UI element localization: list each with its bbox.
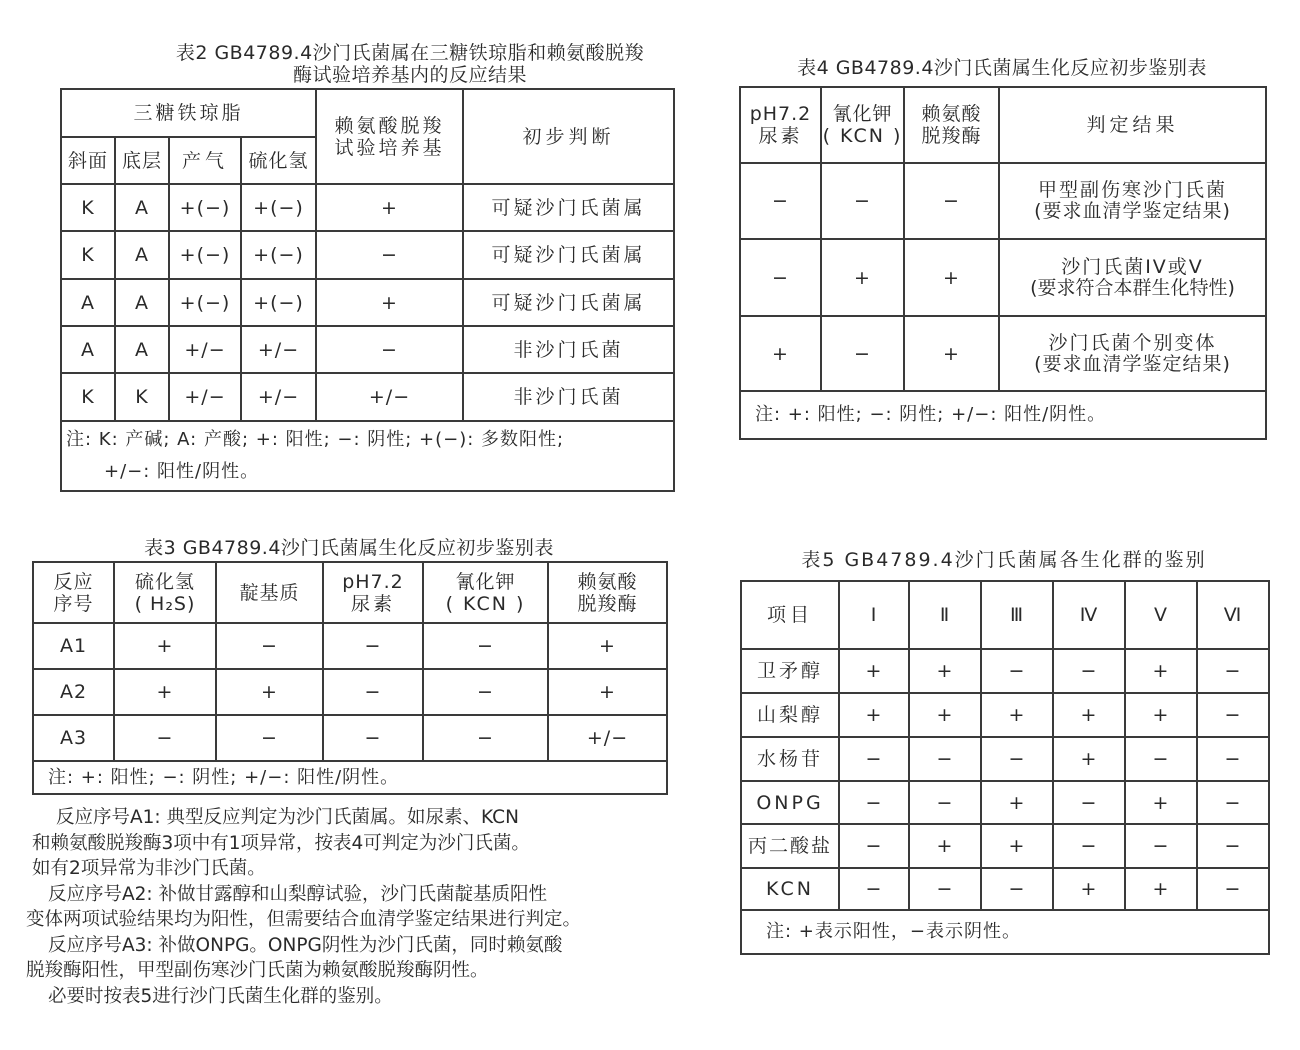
cell-result (999, 316, 1266, 391)
table3-header-kcn-line2: ( KCN ) (445, 592, 526, 615)
cell-value: + (909, 693, 981, 737)
cell-result-line2: (要求血清学鉴定结果) (1034, 352, 1231, 375)
table5-title: 表5 GB4789.4沙门氏菌属各生化群的鉴别 (801, 549, 1207, 571)
table2-subheader-slant: 斜面 (61, 137, 115, 184)
cell-lysine: +/− (548, 715, 667, 761)
table3-header-id-line2: 序号 (53, 592, 94, 615)
table2-title (100, 42, 720, 86)
cell-id: A2 (33, 669, 114, 715)
table-row (741, 737, 1269, 781)
table2-note (61, 421, 674, 491)
table-row (740, 163, 1266, 239)
cell-item: 卫矛醇 (741, 649, 839, 693)
table3-header-urea-line1: pH7.2 (342, 570, 404, 593)
table-row (33, 623, 667, 669)
table2-header-lysine-line1: 赖氨酸脱羧 (334, 114, 445, 137)
cell-value: − (1197, 824, 1269, 868)
cell-value: − (981, 737, 1053, 781)
table5-header-group-6: Ⅵ (1197, 581, 1269, 649)
cell-value: + (839, 649, 909, 693)
table5-note: 注: +表示阳性，−表示阴性。 (741, 910, 1269, 954)
explanation-text (26, 805, 706, 1009)
table3-header-h2s (114, 562, 216, 623)
paragraph-line: 如有2项异常为非沙门氏菌。 (32, 858, 266, 879)
cell-value: − (1197, 781, 1269, 824)
cell-slant: A (61, 326, 115, 373)
cell-result: 非沙门氏菌 (463, 373, 674, 421)
cell-gas: +/− (169, 373, 241, 421)
table2-note-line1: 注: K: 产碱; A: 产酸; +: 阳性; −: 阴性; +(−): 多数阳性; (66, 429, 565, 450)
cell-kcn: − (423, 669, 548, 715)
cell-result: 可疑沙门氏菌属 (463, 279, 674, 326)
cell-result (999, 239, 1266, 316)
table5-header-group-4: Ⅳ (1053, 581, 1125, 649)
table-row (740, 316, 1266, 391)
cell-urea: − (323, 623, 423, 669)
table4-header-kcn-line2: ( KCN ) (822, 125, 903, 147)
cell-value: + (1053, 693, 1125, 737)
cell-urea: − (740, 163, 821, 239)
table-row (741, 824, 1269, 868)
cell-slant: K (61, 373, 115, 421)
cell-slant: K (61, 184, 115, 231)
table3-note: 注: +: 阳性; −: 阴性; +/−: 阳性/阴性。 (33, 761, 667, 794)
table3-header-lysine-line2: 脱羧酶 (577, 592, 638, 615)
table2-header-judgement: 初步判断 (463, 89, 674, 184)
table3-header-lysine-line1: 赖氨酸 (577, 570, 638, 593)
cell-slant: K (61, 231, 115, 279)
table4-header-lysine (904, 87, 999, 163)
cell-value: − (1197, 868, 1269, 910)
table3-header-h2s-line1: 硫化氢 (134, 570, 195, 593)
table2-header-tsi: 三糖铁琼脂 (61, 89, 316, 137)
cell-value: + (981, 781, 1053, 824)
cell-value: + (1125, 649, 1197, 693)
cell-gas: +(−) (169, 279, 241, 326)
cell-h2s: + (114, 623, 216, 669)
paragraph-line: 反应序号A2: 补做甘露醇和山梨醇试验，沙门氏菌靛基质阳性 (48, 883, 548, 905)
table3-header-id (33, 562, 114, 623)
table4-header-urea (740, 87, 821, 163)
cell-lysine: − (904, 163, 999, 239)
table2-title-line1: 表2 GB4789.4沙门氏菌属在三糖铁琼脂和赖氨酸脱羧 (175, 42, 645, 64)
cell-butt: A (115, 279, 169, 326)
cell-value: − (839, 868, 909, 910)
cell-value: + (839, 693, 909, 737)
table2-subheader-butt: 底层 (115, 137, 169, 184)
table-row (61, 279, 674, 326)
table2-header-lysine-line2: 试验培养基 (334, 136, 445, 159)
table-row (33, 715, 667, 761)
cell-value: − (839, 737, 909, 781)
table5 (740, 580, 1270, 955)
cell-indole: − (216, 623, 323, 669)
table4-header-urea-line2: 尿素 (758, 125, 803, 147)
cell-value: − (1053, 781, 1125, 824)
table-row (61, 326, 674, 373)
cell-gas: +(−) (169, 184, 241, 231)
cell-result: 可疑沙门氏菌属 (463, 184, 674, 231)
cell-item: KCN (741, 868, 839, 910)
cell-lysine: + (316, 184, 463, 231)
table2-title-line2: 酶试验培养基内的反应结果 (292, 64, 527, 86)
cell-value: + (1125, 781, 1197, 824)
table4-header-kcn (821, 87, 904, 163)
paragraph-line: 反应序号A1: 典型反应判定为沙门氏菌属。如尿素、KCN (56, 807, 519, 828)
cell-kcn: − (423, 715, 548, 761)
cell-value: − (1197, 649, 1269, 693)
cell-item: ONPG (741, 781, 839, 824)
table-row (741, 781, 1269, 824)
cell-value: − (1197, 737, 1269, 781)
cell-h2s: +/− (241, 326, 316, 373)
cell-value: + (981, 693, 1053, 737)
cell-value: + (1125, 868, 1197, 910)
cell-id: A3 (33, 715, 114, 761)
table-row (741, 693, 1269, 737)
table3-header-h2s-line2: ( H₂S) (134, 592, 196, 615)
table-row (740, 239, 1266, 316)
paragraph-line: 变体两项试验结果均为阳性，但需要结合血清学鉴定结果进行判定。 (26, 909, 582, 930)
cell-lysine: +/− (316, 373, 463, 421)
cell-urea: − (323, 715, 423, 761)
table5-header-item: 项目 (741, 581, 839, 649)
cell-value: + (1053, 868, 1125, 910)
paragraph-line: 脱羧酶阳性，甲型副伤寒沙门氏菌为赖氨酸脱羧酶阴性。 (26, 960, 489, 981)
cell-value: − (1197, 693, 1269, 737)
table2 (60, 88, 675, 492)
cell-kcn: − (821, 316, 904, 391)
table4-note: 注: +: 阳性; −: 阴性; +/−: 阳性/阴性。 (740, 391, 1266, 439)
cell-gas: +(−) (169, 231, 241, 279)
cell-lysine: + (548, 623, 667, 669)
table3-header-indole: 靛基质 (216, 562, 323, 623)
cell-result-line1: 沙门氏菌IV或V (1061, 255, 1204, 278)
table2-header-lysine (316, 89, 463, 184)
table3-header-urea (323, 562, 423, 623)
cell-slant: A (61, 279, 115, 326)
table4 (739, 86, 1267, 440)
cell-item: 水杨苷 (741, 737, 839, 781)
cell-urea: − (323, 669, 423, 715)
cell-lysine: − (316, 326, 463, 373)
cell-value: − (1053, 824, 1125, 868)
table2-subheader-gas: 产气 (169, 137, 241, 184)
cell-h2s: +/− (241, 373, 316, 421)
table3-header-kcn (423, 562, 548, 623)
table5-header-group-2: Ⅱ (909, 581, 981, 649)
cell-value: − (909, 737, 981, 781)
cell-value: + (981, 824, 1053, 868)
cell-value: + (909, 649, 981, 693)
cell-value: + (909, 824, 981, 868)
table3-title: 表3 GB4789.4沙门氏菌属生化反应初步鉴别表 (144, 537, 554, 559)
table4-header-kcn-line1: 氰化钾 (832, 103, 893, 125)
table-row (741, 868, 1269, 910)
table-row (741, 649, 1269, 693)
paragraph-line: 必要时按表5进行沙门氏菌生化群的鉴别。 (48, 985, 393, 1007)
cell-h2s: +(−) (241, 184, 316, 231)
table5-header-group-3: Ⅲ (981, 581, 1053, 649)
cell-lysine: + (904, 239, 999, 316)
cell-result-line1: 甲型副伤寒沙门氏菌 (1037, 179, 1227, 201)
table-row (61, 231, 674, 279)
table4-header-lysine-line1: 赖氨酸 (921, 103, 982, 125)
cell-value: − (1053, 649, 1125, 693)
cell-h2s: − (114, 715, 216, 761)
cell-lysine: + (548, 669, 667, 715)
cell-lysine: − (316, 231, 463, 279)
cell-result (999, 163, 1266, 239)
cell-h2s: + (114, 669, 216, 715)
cell-butt: A (115, 184, 169, 231)
table4-header-urea-line1: pH7.2 (749, 103, 812, 125)
table3-header-id-line1: 反应 (53, 570, 94, 593)
table-row (33, 669, 667, 715)
cell-butt: A (115, 231, 169, 279)
cell-kcn: + (821, 239, 904, 316)
table2-note-line2: +/−: 阳性/阴性。 (104, 461, 260, 482)
cell-indole: + (216, 669, 323, 715)
cell-value: − (981, 868, 1053, 910)
cell-value: − (981, 649, 1053, 693)
table2-subheader-h2s: 硫化氢 (241, 137, 316, 184)
cell-value: − (839, 781, 909, 824)
cell-urea: − (740, 239, 821, 316)
table-row (61, 184, 674, 231)
cell-gas: +/− (169, 326, 241, 373)
cell-kcn: − (821, 163, 904, 239)
cell-value: − (839, 824, 909, 868)
cell-value: + (1125, 693, 1197, 737)
cell-item: 山梨醇 (741, 693, 839, 737)
cell-item: 丙二酸盐 (741, 824, 839, 868)
cell-id: A1 (33, 623, 114, 669)
cell-result-line2: (要求符合本群生化特性) (1030, 276, 1235, 299)
table4-header-lysine-line2: 脱羧酶 (921, 125, 982, 147)
table3-header-urea-line2: 尿素 (350, 592, 395, 615)
cell-value: − (909, 868, 981, 910)
table5-header-group-5: Ⅴ (1125, 581, 1197, 649)
cell-h2s: +(−) (241, 231, 316, 279)
table3-header-lysine (548, 562, 667, 623)
cell-value: − (1125, 737, 1197, 781)
cell-h2s: +(−) (241, 279, 316, 326)
cell-butt: K (115, 373, 169, 421)
cell-result: 非沙门氏菌 (463, 326, 674, 373)
cell-butt: A (115, 326, 169, 373)
table5-header-group-1: Ⅰ (839, 581, 909, 649)
table-row (61, 373, 674, 421)
cell-value: − (1125, 824, 1197, 868)
table3 (32, 561, 668, 795)
cell-indole: − (216, 715, 323, 761)
cell-value: + (1053, 737, 1125, 781)
paragraph-line: 反应序号A3: 补做ONPG。ONPG阴性为沙门氏菌，同时赖氨酸 (48, 934, 563, 956)
cell-lysine: + (904, 316, 999, 391)
cell-lysine: + (316, 279, 463, 326)
cell-result: 可疑沙门氏菌属 (463, 231, 674, 279)
cell-kcn: − (423, 623, 548, 669)
table4-title: 表4 GB4789.4沙门氏菌属生化反应初步鉴别表 (797, 57, 1207, 79)
cell-result-line1: 沙门氏菌个别变体 (1048, 331, 1217, 354)
cell-result-line2: (要求血清学鉴定结果) (1034, 200, 1231, 222)
table3-header-kcn-line1: 氰化钾 (455, 570, 516, 593)
paragraph-line: 和赖氨酸脱羧酶3项中有1项异常，按表4可判定为沙门氏菌。 (32, 832, 530, 854)
cell-value: − (909, 781, 981, 824)
cell-urea: + (740, 316, 821, 391)
table4-header-result: 判定结果 (999, 87, 1266, 163)
